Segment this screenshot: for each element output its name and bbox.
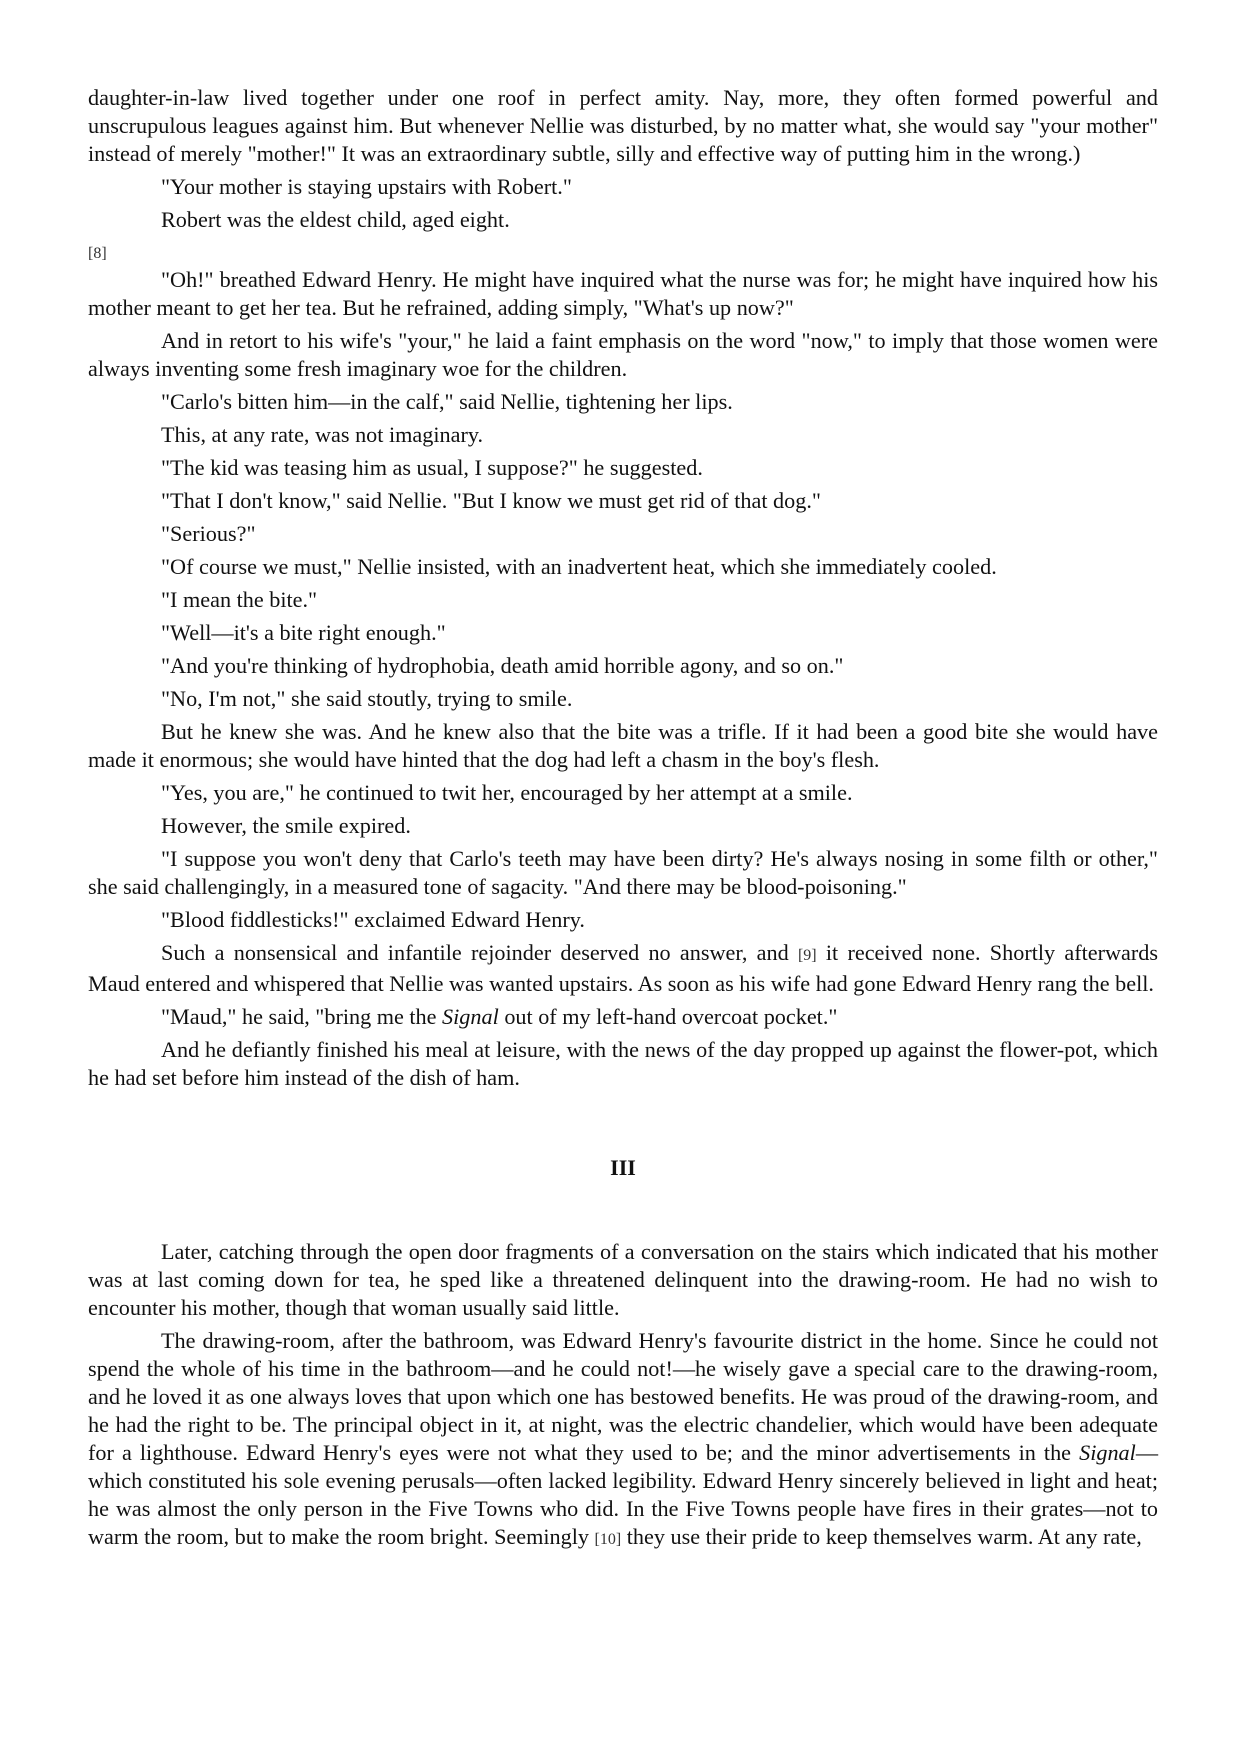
paragraph <box>88 1327 1158 1554</box>
page-number-9[interactable]: [9] <box>797 947 817 964</box>
paragraph: "Serious?" <box>161 521 256 546</box>
paragraph: "Carlo's bitten him—in the calf," said Nellie, tightening her lips. <box>161 389 733 414</box>
paragraph: "The kid was teasing him as usual, I suppose?" he suggested. <box>161 455 703 480</box>
paragraph <box>88 939 1158 998</box>
paragraph: daughter-in-law lived together under one roof in perfect amity. Nay, more, they often formed powerful and unscrupulous leagues against him. But whenever Nellie was disturbed, by no matter what, she would say "your mother" instead of merely "mother!" It was an extraordinary subtle, silly and effective way of putting him in the wrong.) <box>88 85 1158 166</box>
paragraph: "Oh!" breathed Edward Henry. He might have inquired what the nurse was for; he might have inquired how his mother meant to get her tea. But he refrained, adding simply, "What's up now?" <box>88 267 1158 320</box>
paragraph: "And you're thinking of hydrophobia, death amid horrible agony, and so on." <box>161 653 844 678</box>
paragraph: "Blood fiddlesticks!" exclaimed Edward Henry. <box>161 907 585 932</box>
paragraph: "I suppose you won't deny that Carlo's teeth may have been dirty? He's always nosing in some filth or other," she said challengingly, in a measured tone of sagacity. "And there may be blood-poisoning." <box>88 846 1158 899</box>
paragraph <box>88 1003 1158 1031</box>
page-marker[interactable] <box>88 239 1158 266</box>
paragraph: And in retort to his wife's "your," he laid a faint emphasis on the word "now," to imply that those women were always inventing some fresh imaginary woe for the children. <box>88 328 1158 381</box>
newspaper-title: Signal <box>442 1004 499 1029</box>
paragraph: "Your mother is staying upstairs with Robert." <box>161 174 572 199</box>
paragraph: "Of course we must," Nellie insisted, with an inadvertent heat, which she immediately cooled. <box>161 554 997 579</box>
section-heading: III <box>610 1155 636 1180</box>
text-run: —which constituted his sole evening perusals—often lacked legibility. Edward Henry sincerely believed in light and heat; he was almost the only person in the Five Towns who did. In the Five Towns people have fires in their grates—not to warm the room, but to make the room bright. Seemingly <box>88 1440 1158 1549</box>
paragraph: "Well—it's a bite right enough." <box>161 620 446 645</box>
paragraph: "I mean the bite." <box>161 587 318 612</box>
book-page <box>88 84 1158 1559</box>
paragraph: "That I don't know," said Nellie. "But I know we must get rid of that dog." <box>161 488 821 513</box>
text-run: it received none. Shortly afterwards Maud entered and whispered that Nellie was wanted upstairs. As soon as his wife had gone Edward Henry rang the bell. <box>88 940 1159 996</box>
newspaper-title: Signal <box>1079 1440 1136 1465</box>
text-run: Such a nonsensical and infantile rejoinder deserved no answer, and <box>161 940 789 965</box>
paragraph: "Yes, you are," he continued to twit her, encouraged by her attempt at a smile. <box>161 780 853 805</box>
paragraph: "No, I'm not," she said stoutly, trying to smile. <box>161 686 573 711</box>
text-run: they use their pride to keep themselves warm. At any rate, <box>626 1524 1142 1549</box>
text-run: out of my left-hand overcoat pocket." <box>504 1004 838 1029</box>
paragraph: But he knew she was. And he knew also that the bite was a trifle. If it had been a good bite she would have made it enormous; she would have hinted that the dog had left a chasm in the boy's flesh. <box>88 719 1158 772</box>
page-number-10[interactable]: [10] <box>594 1531 622 1548</box>
paragraph: Later, catching through the open door fragments of a conversation on the stairs which indicated that his mother was at last coming down for tea, he sped like a threatened delinquent into the drawing-room. He had no wish to encounter his mother, though that woman usually said little. <box>88 1239 1158 1320</box>
page-number-8[interactable]: [8] <box>88 245 107 262</box>
paragraph: And he defiantly finished his meal at leisure, with the news of the day propped up against the flower-pot, which he had set before him instead of the dish of ham. <box>88 1037 1158 1090</box>
paragraph: This, at any rate, was not imaginary. <box>161 422 484 447</box>
text-run: The drawing-room, after the bathroom, was Edward Henry's favourite district in the home. Since he could not spend the whole of his time in the bathroom—and he could not!—he wisely gave a special care to the drawing-room, and he loved it as one always loves that upon which one has bestowed benefits. He was proud of the drawing-room, and he had the right to be. The principal object in it, at night, was the electric chandelier, which would have been adequate for a lighthouse. Edward Henry's eyes were not what they used to be; and the minor advertisements in the <box>88 1328 1158 1465</box>
paragraph: However, the smile expired. <box>161 813 411 838</box>
text-run: "Maud," he said, "bring me the <box>161 1004 437 1029</box>
paragraph: Robert was the eldest child, aged eight. <box>161 207 510 232</box>
